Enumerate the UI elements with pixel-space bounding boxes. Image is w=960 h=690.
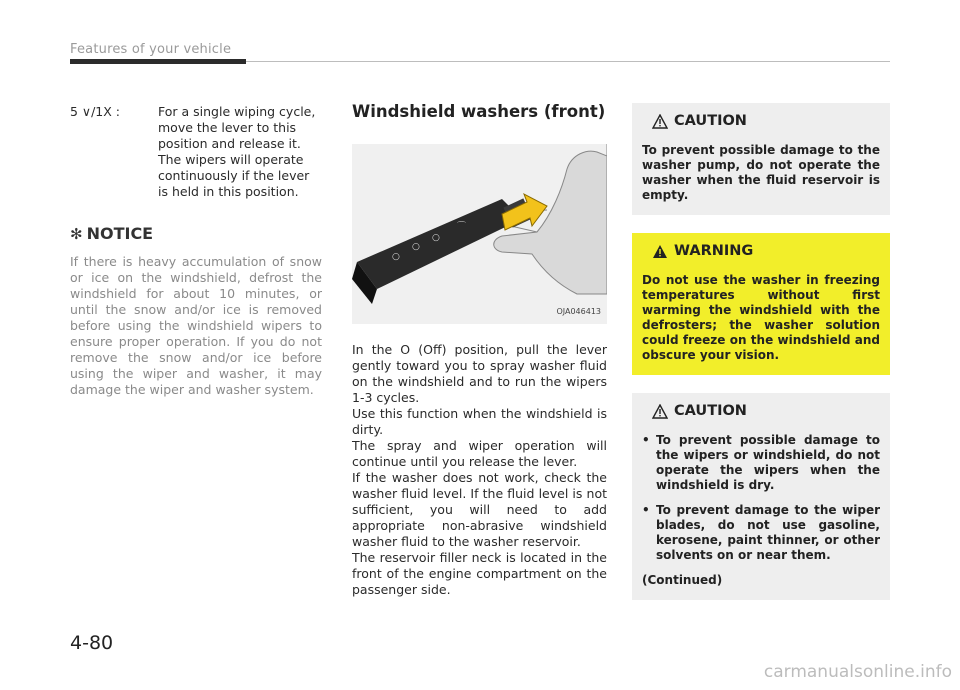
bullet-item (642, 433, 880, 493)
caution-triangle-icon (652, 404, 668, 419)
paragraph: If the washer does not work, check the washer fluid level. If the fluid level is not sufficient, you will need to add appropriate non-abrasive windshield washer fluid to the washer reservoir. (352, 470, 607, 549)
header-rule (246, 61, 890, 62)
lever-illustration (352, 144, 607, 324)
caution-title: CAUTION (674, 403, 747, 419)
caution-text: To prevent possible damage to the washer pump, do not operate the washer when the fluid reservoir is empty. (642, 143, 880, 202)
right-column (632, 103, 890, 612)
page-number: 4-80 (70, 632, 114, 654)
left-column (70, 104, 322, 398)
paragraph: Use this function when the windshield is dirty. (352, 406, 607, 437)
header-bar (70, 59, 246, 64)
caution-box-pump (632, 103, 890, 215)
bullet-text: To prevent possible damage to the wipers or windshield, do not operate the wipers when the windshield is dry. (656, 433, 880, 492)
bullet-text: To prevent damage to the wiper blades, do not use gasoline, kerosene, paint thinner, or other solvents on or near them. (656, 503, 880, 562)
caution-heading (652, 113, 880, 129)
section-header: Features of your vehicle (70, 42, 232, 57)
wiper-mode-label: 5 ∨/1X : (70, 104, 120, 119)
paragraph: In the O (Off) position, pull the lever gently toward you to spray washer fluid on the windshield and to run the wipers 1-3 cycles. (352, 342, 607, 405)
figure-code: OJA046413 (556, 307, 601, 316)
caution-box-wipers (632, 393, 890, 600)
bullet-icon: • (642, 433, 650, 447)
wiper-mode-row (70, 104, 322, 200)
section-title: Windshield washers (front) (352, 102, 606, 121)
svg-text:○: ○ (432, 233, 440, 243)
warning-title: WARNING (674, 243, 754, 259)
svg-text:○: ○ (412, 242, 420, 252)
paragraph: The spray and wiper operation will continue until you release the lever. (352, 438, 607, 469)
caution-heading (652, 403, 880, 419)
svg-text:⌒: ⌒ (457, 222, 467, 232)
washer-instructions (352, 342, 607, 598)
notice-heading (70, 226, 322, 242)
paragraph: The reservoir filler neck is located in the front of the engine compartment on the passenger side. (352, 550, 607, 597)
notice-text: If there is heavy accumulation of snow or ice on the windshield, defrost the windshield for about 10 minutes, or until the snow and/or ice is removed before using the windshield wipers to ensure proper operation. If you do not remove the snow and/or ice before using the wiper and washer, it may damage the wiper and washer system. (70, 254, 322, 397)
notice-title: NOTICE (86, 224, 154, 243)
watermark: carmanualsonline.info (763, 662, 952, 682)
caution-triangle-icon (652, 114, 668, 129)
bullet-icon: • (642, 503, 650, 517)
bullet-item (642, 503, 880, 563)
warning-heading (652, 243, 880, 259)
warning-triangle-icon (652, 244, 668, 259)
washer-lever-figure (352, 144, 607, 324)
caution-title: CAUTION (674, 113, 747, 129)
asterisk-icon: ✻ (70, 225, 83, 243)
svg-text:○: ○ (392, 252, 400, 262)
warning-text: Do not use the washer in freezing temperatures without first warming the windshield with the defrosters; the washer solution could freeze on the windshield and obscure your vision. (642, 273, 880, 362)
middle-column (352, 104, 607, 598)
caution-bullets (642, 433, 880, 588)
continued-label: (Continued) (642, 573, 723, 587)
wiper-mode-description: For a single wiping cycle, move the lever to this position and release it. The wipers will operate continuously if the lever is held in this position. (158, 104, 316, 199)
warning-box (632, 233, 890, 375)
